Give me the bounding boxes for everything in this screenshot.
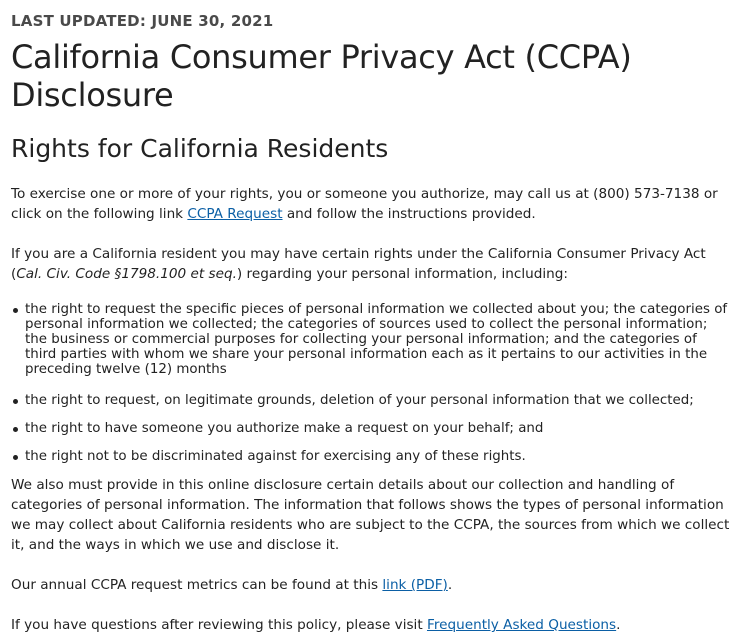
rights-list-item: the right to request, on legitimate grounds, deletion of your personal information that we collected;	[11, 391, 730, 411]
ccpa-request-link[interactable]: CCPA Request	[187, 206, 283, 222]
section-heading: Rights for California Residents	[11, 134, 389, 163]
rights-list-item: the right not to be discriminated against for exercising any of these rights.	[11, 447, 730, 467]
exercise-rights-paragraph	[11, 184, 730, 224]
rights-intro-text-end: ) regarding your personal information, including:	[236, 266, 568, 282]
faq-text-end: .	[616, 617, 621, 633]
rights-list	[11, 302, 730, 467]
metrics-text: Our annual CCPA request metrics can be found at this	[11, 577, 383, 593]
rights-list-item: the right to request the specific pieces of personal information we collected about you; the categories of personal information we collected; the categories of sources used to collect the personal information; the business or commercial purposes for collecting your personal information; and the categories of third parties with whom we share your personal information each as it pertains to our activities in the preceding twelve (12) months	[11, 302, 730, 377]
metrics-paragraph	[11, 575, 730, 595]
metrics-pdf-link[interactable]: link (PDF)	[382, 577, 448, 593]
last-updated-label: LAST UPDATED: JUNE 30, 2021	[11, 12, 274, 30]
collection-disclosure-paragraph: We also must provide in this online disclosure certain details about our collection and handling of categories of personal information. The information that follows shows the types of personal information we may collect about California residents who are subject to the CCPA, the sources from which we collect it, and the ways in which we use and disclose it.	[11, 477, 730, 553]
page-title: California Consumer Privacy Act (CCPA) Disclosure	[11, 38, 632, 114]
rights-intro-paragraph	[11, 244, 730, 284]
metrics-text-end: .	[447, 577, 453, 593]
faq-text: If you have questions after reviewing this policy, please visit	[11, 617, 427, 633]
faq-paragraph	[11, 615, 730, 635]
exercise-rights-text: To exercise one or more of your rights, you or someone you authorize, may call us at (800) 573-7138 or click on the following link	[11, 186, 718, 222]
faq-link[interactable]: Frequently Asked Questions	[426, 617, 617, 633]
rights-list-item: the right to have someone you authorize make a request on your behalf; and	[11, 419, 730, 439]
exercise-rights-text-end: and follow the instructions provided.	[282, 206, 536, 222]
rights-intro-text: If you are a California resident you may have certain rights under the California Consumer Privacy Act (	[11, 246, 706, 282]
legal-citation: Cal. Civ. Code §1798.100 et seq.	[16, 266, 237, 282]
